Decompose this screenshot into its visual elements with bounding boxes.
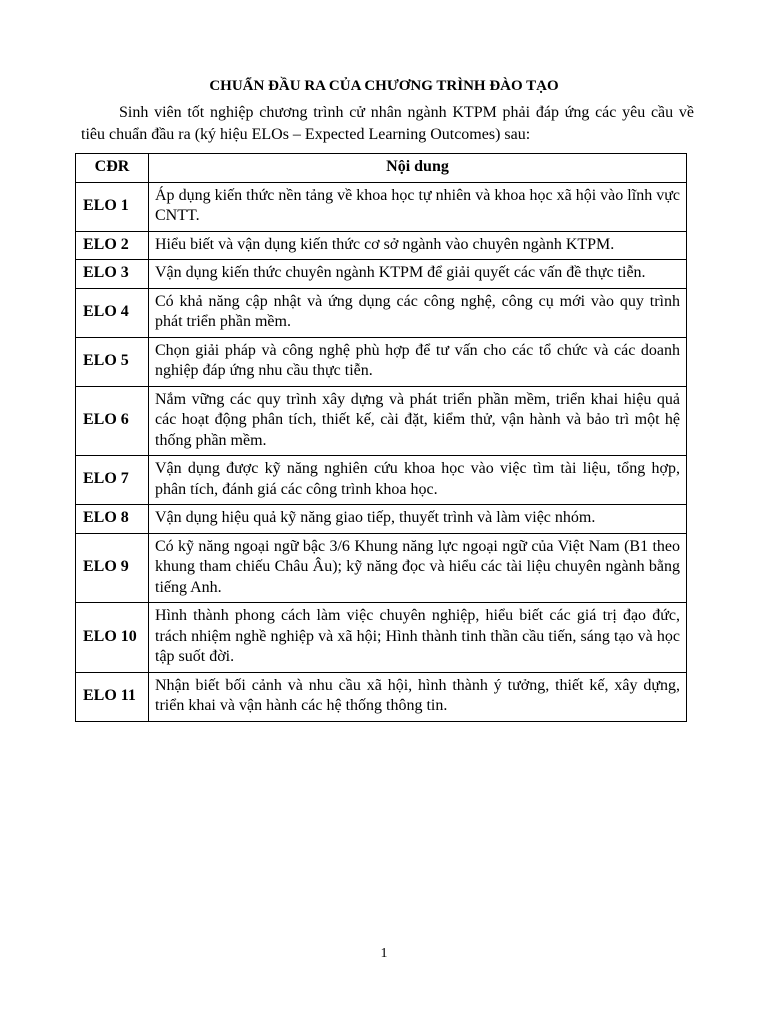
elo-content: Nhận biết bối cảnh và nhu cầu xã hội, hình thành ý tưởng, thiết kế, xây dựng, triển khai và vận hành các hệ thống thông tin.: [149, 672, 687, 721]
elo-content: Có khả năng cập nhật và ứng dụng các công nghệ, công cụ mới vào quy trình phát triển phần mềm.: [149, 288, 687, 337]
elo-code: ELO 11: [76, 672, 149, 721]
table-row: [76, 260, 687, 289]
elo-content: Vận dụng được kỹ năng nghiên cứu khoa học vào việc tìm tài liệu, tổng hợp, phân tích, đánh giá các công trình khoa học.: [149, 456, 687, 505]
table-row: [76, 288, 687, 337]
elo-code: ELO 4: [76, 288, 149, 337]
intro-paragraph: Sinh viên tốt nghiệp chương trình cử nhân ngành KTPM phải đáp ứng các yêu cầu về tiêu chuẩn đầu ra (ký hiệu ELOs – Expected Learning Outcomes) sau:: [81, 104, 694, 143]
table-row: [76, 182, 687, 231]
header-content: Nội dung: [149, 154, 687, 183]
table-header-row: [76, 154, 687, 183]
table-row: [76, 603, 687, 673]
elo-content: Nắm vững các quy trình xây dựng và phát triển phần mềm, triển khai hiệu quả các hoạt động phân tích, thiết kế, cài đặt, kiểm thử, vận hành và bảo trì một hệ thống phần mềm.: [149, 386, 687, 456]
page-number: 1: [380, 946, 388, 961]
elo-content: Hiểu biết và vận dụng kiến thức cơ sở ngành vào chuyên ngành KTPM.: [149, 231, 687, 260]
elo-table: [75, 153, 687, 722]
elo-content: Hình thành phong cách làm việc chuyên nghiệp, hiểu biết các giá trị đạo đức, trách nhiệm nghề nghiệp và xã hội; Hình thành tinh thần cầu tiến, sáng tạo và học tập suốt đời.: [149, 603, 687, 673]
elo-code: ELO 10: [76, 603, 149, 673]
elo-content: Áp dụng kiến thức nền tảng về khoa học tự nhiên và khoa học xã hội vào lĩnh vực CNTT.: [149, 182, 687, 231]
table-row: [76, 337, 687, 386]
elo-code: ELO 9: [76, 533, 149, 603]
elo-code: ELO 5: [76, 337, 149, 386]
elo-code: ELO 2: [76, 231, 149, 260]
elo-code: ELO 7: [76, 456, 149, 505]
elo-code: ELO 8: [76, 505, 149, 534]
table-row: [76, 672, 687, 721]
elo-content: Chọn giải pháp và công nghệ phù hợp để tư vấn cho các tổ chức và các doanh nghiệp đáp ứng nhu cầu thực tiễn.: [149, 337, 687, 386]
elo-code: ELO 6: [76, 386, 149, 456]
elo-content: Có kỹ năng ngoại ngữ bậc 3/6 Khung năng lực ngoại ngữ của Việt Nam (B1 theo khung tham chiếu Châu Âu); kỹ năng đọc và hiểu các tài liệu chuyên ngành bằng tiếng Anh.: [149, 533, 687, 603]
table-row: [76, 231, 687, 260]
elo-content: Vận dụng hiệu quả kỹ năng giao tiếp, thuyết trình và làm việc nhóm.: [149, 505, 687, 534]
elo-code: ELO 1: [76, 182, 149, 231]
elo-code: ELO 3: [76, 260, 149, 289]
table-row: [76, 533, 687, 603]
document-title: CHUẨN ĐẦU RA CỦA CHƯƠNG TRÌNH ĐÀO TẠO: [209, 78, 559, 94]
table-row: [76, 505, 687, 534]
header-cdr: CĐR: [76, 154, 149, 183]
table-row: [76, 386, 687, 456]
elo-content: Vận dụng kiến thức chuyên ngành KTPM để giải quyết các vấn đề thực tiễn.: [149, 260, 687, 289]
table-row: [76, 456, 687, 505]
